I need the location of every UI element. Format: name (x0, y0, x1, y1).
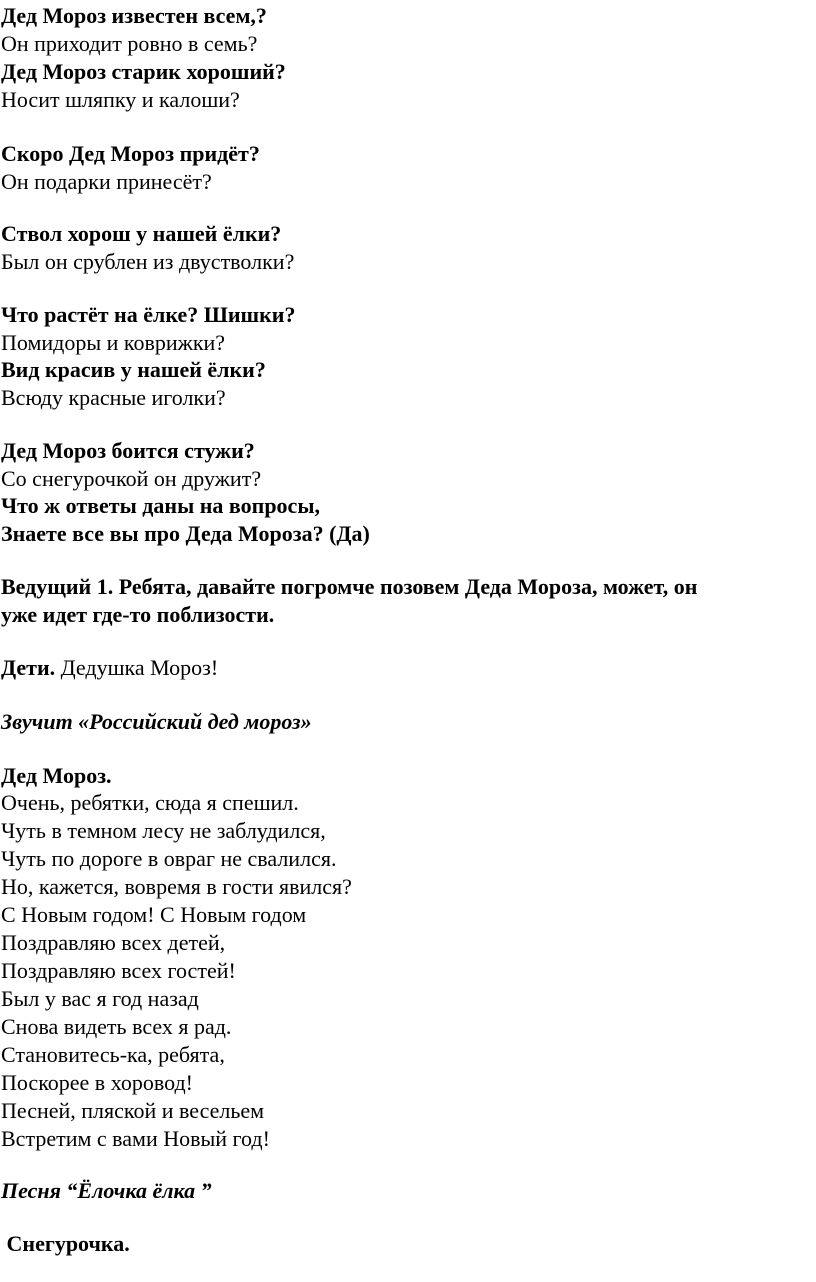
verse-line: Поздравляю всех детей, (1, 930, 226, 955)
verse-line: Песней, пляской и весельем (1, 1098, 265, 1123)
verse-line: Что ж ответы даны на вопросы, (1, 493, 320, 518)
verse-line: Дед Мороз известен всем,? (1, 3, 267, 28)
verse-line: Но, кажется, вовремя в гости явился? (1, 874, 352, 899)
verse-line: Был он срублен из двустволки? (1, 249, 295, 274)
kids-line (1, 654, 218, 682)
verse-line: Чуть по дороге в овраг не свалился. (1, 846, 337, 871)
verse-line: Ствол хорош у нашей ёлки? (1, 221, 282, 246)
verse-line: Знаете все вы про Деда Мороза? (Да) (1, 521, 370, 546)
verse-line: Снова видеть всех я рад. (1, 1014, 232, 1039)
speaker-label: Дети. (1, 655, 56, 680)
verse-line: Дед Мороз боится стужи? (1, 438, 255, 463)
verse-line: Со снегурочкой он дружит? (1, 466, 262, 491)
verse-line: Встретим с вами Новый год! (1, 1126, 270, 1151)
verse-line: Помидоры и коврижки? (1, 330, 226, 355)
song-title: Песня “Ёлочка ёлка ” (1, 1178, 212, 1203)
verse-line: Всюду красные иголки? (1, 385, 226, 410)
verse-line: Вид красив у нашей ёлки? (1, 357, 266, 382)
verse-line: Был у вас я год назад (1, 986, 199, 1011)
verse-line: Дед Мороз старик хороший? (1, 59, 286, 84)
verse-line: С Новым годом! С Новым годом (1, 902, 307, 927)
stage-direction: Звучит «Российский дед мороз» (1, 709, 312, 734)
host-line: уже идет где-то поблизости. (1, 602, 275, 627)
verse-line: Носит шляпку и калоши? (1, 87, 240, 112)
verse-line: Становитесь-ка, ребята, (1, 1042, 225, 1067)
verse-line: Он приходит ровно в семь? (1, 31, 258, 56)
verse-line: Скоро Дед Мороз придёт? (1, 141, 260, 166)
verse-line: Он подарки принесёт? (1, 169, 212, 194)
speaker-label: Снегурочка. (1, 1231, 130, 1256)
verse-line: Что растёт на ёлке? Шишки? (1, 302, 296, 327)
verse-line: Чуть в темном лесу не заблудился, (1, 818, 326, 843)
verse-line: Поскорее в хоровод! (1, 1070, 193, 1095)
kids-text: Дедушка Мороз! (55, 655, 219, 680)
speaker-label: Дед Мороз. (1, 763, 112, 788)
verse-line: Очень, ребятки, сюда я спешил. (1, 790, 299, 815)
verse-line: Поздравляю всех гостей! (1, 958, 236, 983)
host-line: Ведущий 1. Ребята, давайте погромче позовем Деда Мороза, может, он (1, 574, 698, 599)
